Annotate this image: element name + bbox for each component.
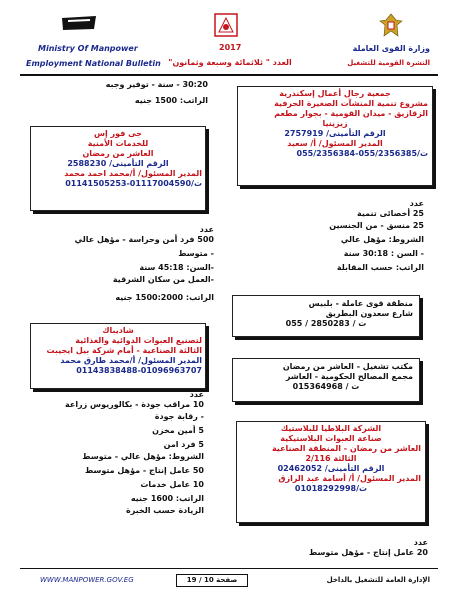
left-bottom-line: - رقابة جودة	[154, 412, 204, 421]
left-mid-line: 500 فرد أمن وحراسة - مؤهل عالي	[74, 235, 214, 244]
company-manager: المدير المسئول/ أ/محمد احمد محمد	[64, 169, 202, 178]
header-right-subtitle: النشرة القومية للتشغيل	[347, 59, 430, 67]
right-mid-line: الراتب: حسب المقابلة	[336, 263, 424, 272]
header-left-title: Ministry Of Manpower	[38, 44, 138, 53]
office-name: مكتب تشغيل - العاشر من رمضان	[282, 362, 413, 371]
company-location: العاشر من رمضان	[82, 149, 154, 158]
left-bottom-line: 10 مراقب جودة - بكالوريوس زراعة	[65, 400, 204, 409]
company-name: جى فور إس	[93, 129, 143, 138]
header-left-subtitle: Employment National Bulletin	[26, 59, 161, 68]
left-mid-line: -السن: 45:18 سنة	[139, 263, 214, 272]
company-location: العاشر من رمضان - المنطقة الصناعية	[271, 444, 421, 453]
left-mid-line: -العمل من سكان الشرقية	[112, 275, 214, 284]
left-bottom-line: الراتب: 1600 جنيه	[130, 494, 204, 503]
right-bottom-line: 20 عامل إنتاج - مؤهل متوسط	[308, 548, 428, 557]
company-location: الثالثة الصناعية - أمام شركة بيل ايجيبت	[46, 346, 202, 355]
right-box-1	[237, 86, 433, 186]
company-name: شاديباك	[102, 326, 134, 335]
left-mid-block	[44, 225, 214, 303]
ministry-logo-icon	[60, 14, 98, 32]
company-name: الشركة البلاطيا للبلاستيك	[280, 424, 382, 433]
office-address: مجمع المصالح الحكومية - العاشر	[285, 372, 413, 381]
left-bottom-line: الزيادة حسب الخبرة	[126, 506, 204, 515]
right-mid-line: عدد	[409, 199, 424, 208]
left-bottom-line: 50 عامل إنتاج - مؤهل متوسط	[84, 466, 204, 475]
company-name: جمعية رجال أعمال إسكندرية	[279, 89, 391, 98]
right-bottom-block	[248, 538, 428, 558]
right-box-3	[232, 358, 420, 402]
emblem-icon	[213, 12, 239, 38]
company-insurance: الرقم التأمينى/ 02462052	[277, 464, 385, 473]
office-name: منطقة قوى عاملة - بلبيس	[308, 299, 413, 308]
left-box-1	[30, 126, 206, 211]
left-bottom-line: 5 أمين مخزن	[152, 426, 204, 435]
company-location-2: زيزينيا	[322, 119, 348, 128]
company-location-2: الثالثة 2/116	[305, 454, 357, 463]
right-box-2	[232, 295, 420, 337]
right-mid-line: - السن : 30:18 سنة	[343, 249, 424, 258]
left-mid-line: عدد	[199, 225, 214, 234]
office-phone: ت / 015364968	[292, 382, 360, 391]
left-bottom-line: الشروط: مؤهل عالي - متوسط	[82, 452, 204, 461]
left-bottom-block	[44, 390, 204, 516]
company-phone: ت/01018292998	[294, 484, 368, 493]
company-field: صناعة العبوات البلاستيكية	[280, 434, 382, 443]
header-divider	[20, 74, 438, 76]
left-mid-line: الراتب: 1500:2000 جنيه	[115, 293, 214, 302]
right-mid-line: الشروط: مؤهل عالي	[340, 235, 424, 244]
egypt-eagle-icon	[378, 12, 404, 38]
company-field: لتصنيع العبوات الدوائية والغذائية	[75, 336, 202, 345]
left-top-line: الراتب: 1500 جنيه	[134, 96, 208, 105]
footer-website[interactable]: WWW.MANPOWER.GOV.EG	[40, 576, 134, 584]
right-mid-line: 25 أخصائى تنمية	[357, 209, 424, 218]
header-issue: العدد " ثلاثمائة وسبعة وثمانون"	[168, 58, 292, 67]
company-location: الزقازيق - ميدان القومية - بجوار مطعم	[274, 109, 428, 118]
company-field: للخدمات الأمنية	[87, 139, 149, 148]
company-manager: المدير المسئول/ أ/ سعيد	[287, 139, 383, 148]
left-top-block	[62, 80, 208, 106]
footer-divider	[20, 568, 438, 569]
header-right-title: وزارة القوى العاملة	[352, 44, 430, 53]
left-bottom-line: عدد	[189, 390, 204, 399]
left-top-line: 30:20 - سنة - توفير وجبه	[105, 80, 208, 89]
footer-page-number: صفحة 10 / 19	[176, 574, 248, 587]
company-manager: المدير المسئول/ أ/محمد طارق محمد	[60, 356, 202, 365]
company-insurance: الرقم التأمينى/ 2757919	[284, 129, 386, 138]
company-insurance: الرقم التأمينى/ 2588230	[67, 159, 169, 168]
left-mid-line: - متوسط	[178, 249, 214, 258]
right-box-4	[236, 421, 426, 523]
right-mid-line: 25 منسق - من الجنسين	[329, 221, 424, 230]
right-mid-block	[268, 199, 424, 273]
company-phone: ت/055/2356385-055/2356384	[296, 149, 428, 158]
office-phone: ت / 2850283 / 055	[285, 319, 367, 328]
company-phone: 01143838488-01096963707	[76, 366, 202, 375]
footer-department: الإدارة العامة للتشغيل بالداخل	[326, 576, 430, 584]
left-bottom-line: 5 فرد امن	[163, 440, 204, 449]
header-year: 2017	[219, 43, 242, 52]
office-address: شارع سعدون البطريق	[325, 309, 413, 318]
right-bottom-line: عدد	[413, 538, 428, 547]
company-phone: ت/01117004590-01141505253	[65, 179, 202, 188]
company-field: مشروع تنمية المنشآت الصغيرة الحرفية	[274, 99, 428, 108]
left-box-2	[30, 323, 206, 389]
company-manager: المدير المسئول/ أ/ أسامة عبد الرازق	[278, 474, 421, 483]
left-bottom-line: 10 عامل خدمات	[140, 480, 204, 489]
